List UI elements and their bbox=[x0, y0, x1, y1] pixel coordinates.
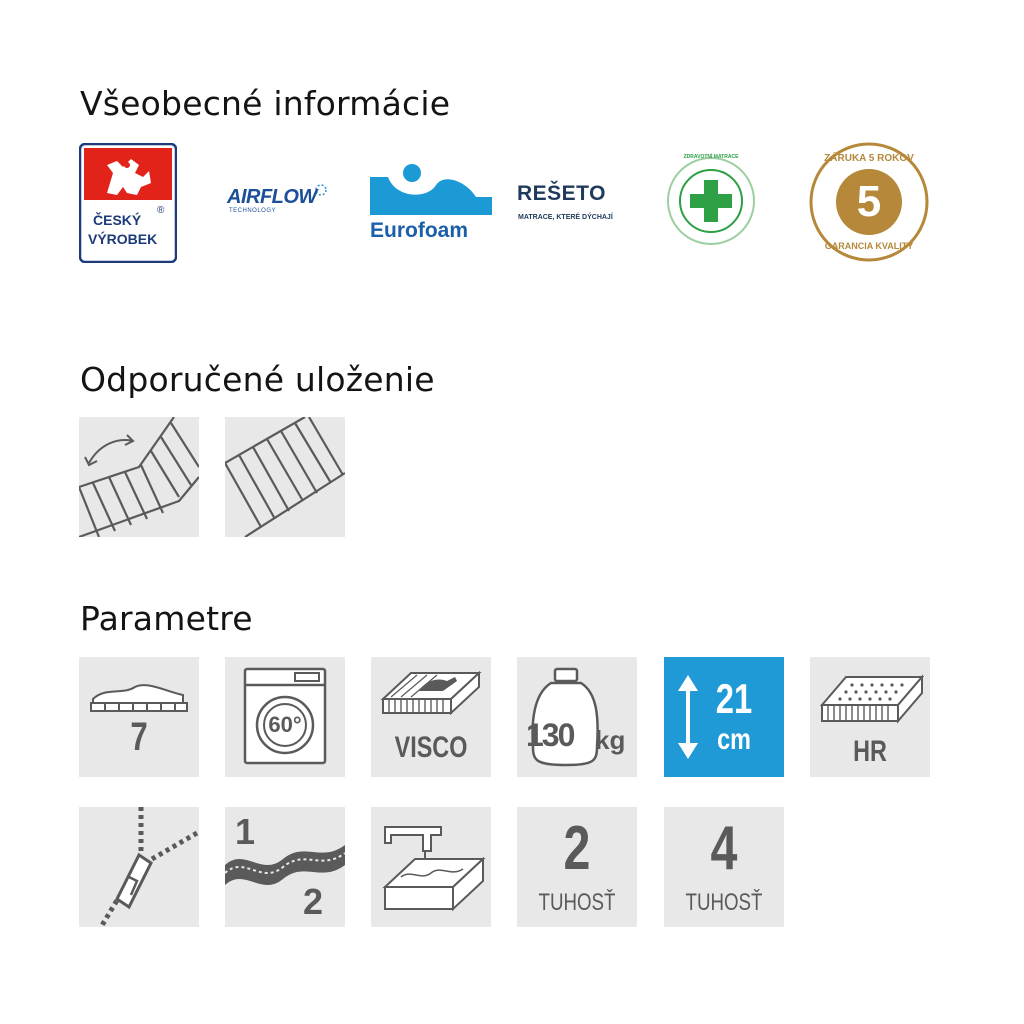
load-unit: kg bbox=[595, 725, 626, 755]
warranty-seal bbox=[808, 141, 930, 263]
warranty-number: 5 bbox=[856, 177, 882, 226]
wash-temperature: 60° bbox=[268, 712, 302, 737]
firmness-2-tile bbox=[517, 807, 637, 927]
washable-60-tile bbox=[225, 657, 345, 777]
zones-count: 7 bbox=[130, 715, 148, 759]
section-title-general: Všeobecné informácie bbox=[80, 84, 451, 123]
reseto-tagline: MATRACE, KTERÉ DÝCHAJÍ bbox=[518, 214, 613, 221]
firmness-value-4: 4 bbox=[710, 814, 738, 883]
cesky-line2: VÝROBEK bbox=[88, 231, 158, 247]
height-unit: cm bbox=[717, 723, 751, 756]
adjustable-slatted-base-icon bbox=[79, 417, 199, 537]
height-value: 21 bbox=[715, 675, 753, 722]
section-title-parameters: Parametre bbox=[80, 599, 253, 638]
cesky-reg: ® bbox=[157, 205, 165, 216]
reseto-logo bbox=[515, 182, 640, 228]
firmness-label-4: TUHOSŤ bbox=[685, 889, 763, 916]
load-value: 130 bbox=[526, 717, 574, 753]
cesky-line1: ČESKÝ bbox=[93, 212, 142, 228]
visco-foam-tile bbox=[371, 657, 491, 777]
warranty-bottom: GARANCIA KVALITY bbox=[824, 241, 914, 251]
cesky-vyrobek-logo bbox=[79, 143, 177, 263]
side-one-label: 1 bbox=[235, 811, 256, 852]
height-tile bbox=[664, 657, 784, 777]
max-load-tile bbox=[517, 657, 637, 777]
zdravotni-ring-text: ZDRAVOTNÍ MATRACE bbox=[683, 154, 739, 160]
airflow-sub: TECHNOLOGY bbox=[229, 208, 277, 214]
removable-cover-tile bbox=[79, 807, 199, 927]
quilted-cover-tile bbox=[371, 807, 491, 927]
eurofoam-logo bbox=[370, 163, 492, 245]
flat-slatted-base-icon bbox=[225, 417, 345, 537]
visco-label: VISCO bbox=[394, 731, 468, 764]
two-sided-tile bbox=[225, 807, 345, 927]
zipper-icon bbox=[79, 807, 199, 927]
firmness-label-2: TUHOSŤ bbox=[538, 889, 616, 916]
hr-label: HR bbox=[853, 735, 887, 768]
warranty-top: ZÁRUKA 5 ROKOV bbox=[824, 153, 914, 164]
reseto-brand: REŠETO bbox=[517, 182, 606, 205]
eurofoam-brand: Eurofoam bbox=[370, 219, 469, 242]
seven-zones-tile bbox=[79, 657, 199, 777]
side-two-label: 2 bbox=[303, 881, 324, 922]
sewing-machine-icon bbox=[371, 807, 491, 927]
firmness-value-2: 2 bbox=[563, 814, 591, 883]
hr-foam-tile bbox=[810, 657, 930, 777]
section-title-placement: Odporučené uloženie bbox=[80, 360, 435, 399]
zdravotni-matrace-seal bbox=[665, 150, 757, 252]
airflow-brand: AIRFLOW bbox=[227, 186, 317, 208]
firmness-4-tile bbox=[664, 807, 784, 927]
airflow-logo bbox=[225, 180, 347, 220]
